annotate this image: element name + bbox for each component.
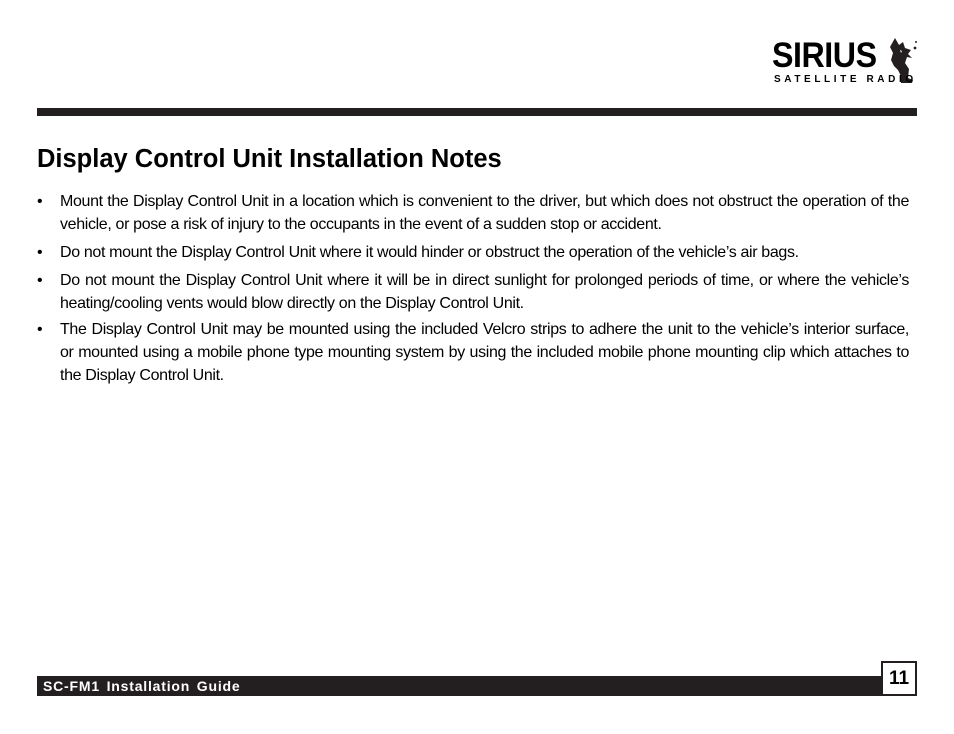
list-item-text: Do not mount the Display Control Unit where it would hinder or obstruct the operation of the vehicle’s air bags. <box>60 244 799 261</box>
page-title: Display Control Unit Installation Notes <box>37 145 502 173</box>
footer-bar <box>37 676 883 696</box>
list-item-text: Mount the Display Control Unit in a location which is convenient to the driver, but which does not obstruct the operation of the vehicle, or pose a risk of injury to the occupants in the event of a sudden stop or accident. <box>60 193 909 233</box>
installation-notes-list <box>37 190 909 390</box>
bullet-icon: • <box>37 321 43 338</box>
logo-tagline: SATELLITE RADIO <box>774 74 917 85</box>
list-item <box>37 269 909 315</box>
bullet-icon: • <box>37 244 43 261</box>
list-item <box>37 318 909 387</box>
list-item-text: The Display Control Unit may be mounted using the included Velcro strips to adhere the unit to the vehicle’s interior surface, or mounted using a mobile phone type mounting system by using the included mobile phone mounting clip which attaches to the Display Control Unit. <box>60 321 909 384</box>
guide-title: SC-FM1 Installation Guide <box>43 678 241 694</box>
list-item <box>37 241 909 264</box>
logo-wordmark: SIRIUS <box>772 36 877 75</box>
bullet-icon: • <box>37 272 43 289</box>
list-item-text: Do not mount the Display Control Unit where it will be in direct sunlight for prolonged periods of time, or where the vehicle’s heating/cooling vents would blow directly on the Display Control Unit. <box>60 272 909 312</box>
bullet-icon: • <box>37 193 43 210</box>
sirius-logo <box>772 36 918 88</box>
header-rule <box>37 108 917 116</box>
page-number: 11 <box>881 661 917 696</box>
list-item <box>37 190 909 236</box>
